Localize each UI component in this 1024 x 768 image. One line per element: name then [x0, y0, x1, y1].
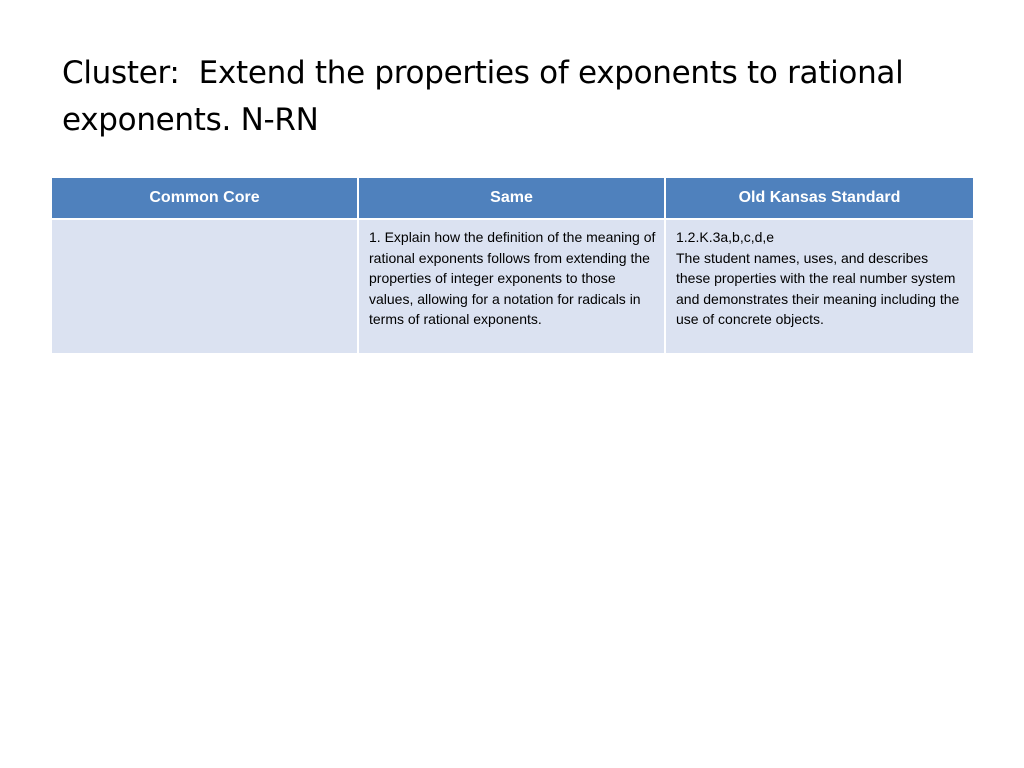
cell-same: 1. Explain how the definition of the meaning of rational exponents follows from extending the properties of integer exponents to those values, allowing for a notation for radicals in terms of rational exponents. — [358, 219, 665, 353]
table-row — [52, 219, 973, 353]
old-kansas-description: The student names, uses, and describes these properties with the real number system and demonstrates their meaning including the use of concrete objects. — [676, 249, 960, 327]
slide-title: Cluster: Extend the properties of exponents to rational exponents. N-RN — [62, 55, 913, 138]
table-header-row — [52, 178, 973, 219]
standards-table — [52, 178, 973, 353]
cell-old-kansas-standard — [665, 219, 973, 353]
header-common-core: Common Core — [52, 178, 358, 219]
old-kansas-code: 1.2.K.3a,b,c,d,e — [676, 229, 775, 245]
header-old-kansas-standard: Old Kansas Standard — [665, 178, 973, 219]
cell-common-core — [52, 219, 358, 353]
header-same: Same — [358, 178, 665, 219]
